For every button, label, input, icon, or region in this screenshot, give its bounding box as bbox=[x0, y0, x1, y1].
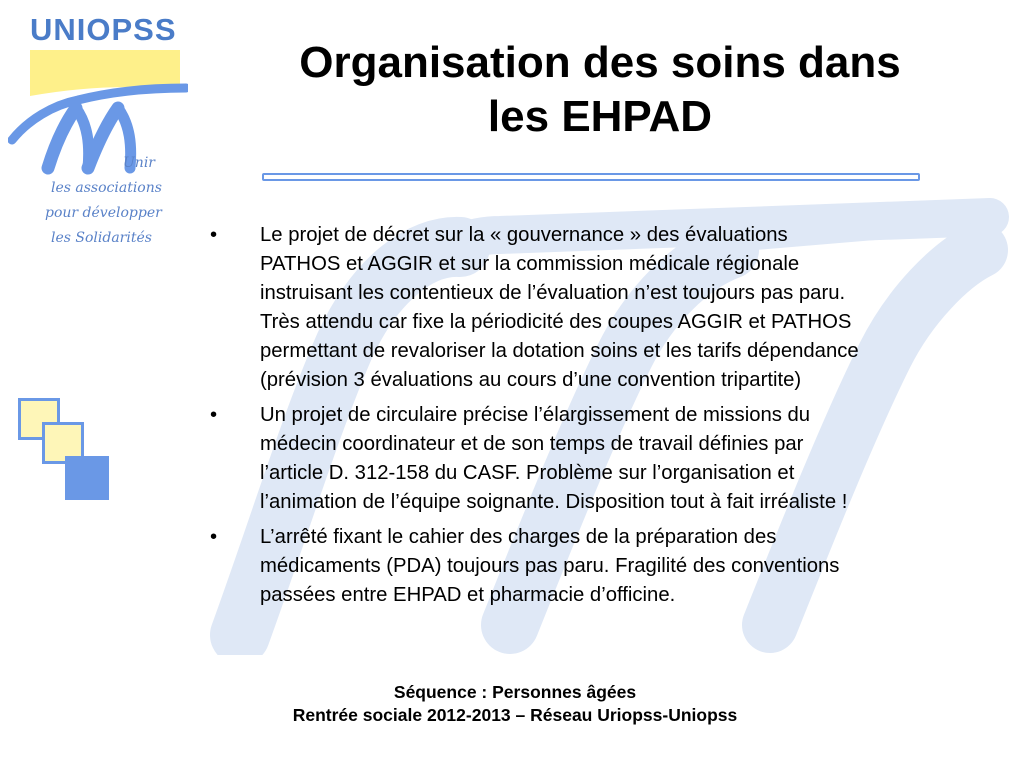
decorative-squares bbox=[18, 398, 110, 502]
bullet-line: passées entre EHPAD et pharmacie d’officine. bbox=[260, 584, 676, 606]
slide-footer bbox=[200, 681, 830, 727]
footer-line: Séquence : Personnes âgées bbox=[393, 682, 637, 702]
footer-line: Rentrée sociale 2012-2013 – Réseau Uriopss-Uniopss bbox=[292, 705, 738, 725]
bullet-line: PATHOS et AGGIR et sur la commission médicale régionale bbox=[260, 253, 800, 275]
square-blue-bottom bbox=[65, 456, 109, 500]
tagline-line: Unir bbox=[123, 155, 155, 171]
bullet-item bbox=[210, 221, 1010, 395]
slide-title-line: Organisation des soins dans bbox=[299, 38, 901, 87]
tagline-line: les associations bbox=[51, 180, 162, 196]
bullet-line: (prévision 3 évaluations au cours d’une convention tripartite) bbox=[260, 369, 802, 391]
bullet-line: l’article D. 312-158 du CASF. Problème sur l’organisation et bbox=[260, 462, 795, 484]
bullet-line: médecin coordinateur et de son temps de travail définies par bbox=[260, 433, 804, 455]
bullet-line: l’animation de l’équipe soignante. Disposition tout à fait irréaliste ! bbox=[260, 491, 848, 513]
logo-tagline bbox=[38, 151, 198, 251]
bullet-line: permettant de revaloriser la dotation soins et les tarifs dépendance bbox=[260, 340, 859, 362]
bullet-dot: • bbox=[210, 526, 218, 548]
title-underline bbox=[262, 173, 920, 181]
bullet-line: médicaments (PDA) toujours pas paru. Fragilité des conventions bbox=[260, 555, 840, 577]
bullet-item bbox=[210, 523, 1010, 610]
bullet-item bbox=[210, 401, 1010, 517]
bullet-line: Très attendu car fixe la périodicité des coupes AGGIR et PATHOS bbox=[260, 311, 852, 333]
slide-title bbox=[210, 36, 990, 144]
bullet-dot: • bbox=[210, 224, 218, 246]
bullet-line: instruisant les contentieux de l’évaluation n’est toujours pas paru. bbox=[260, 282, 846, 304]
bullet-line: Le projet de décret sur la « gouvernance » des évaluations bbox=[260, 224, 788, 246]
bullet-line: L’arrêté fixant le cahier des charges de la préparation des bbox=[260, 526, 777, 548]
tagline-line: les Solidarités bbox=[51, 230, 152, 246]
logo-wordmark: UNIOPSS bbox=[30, 12, 177, 47]
uniopss-logo bbox=[8, 8, 188, 253]
bullet-line: Un projet de circulaire précise l’élargissement de missions du bbox=[260, 404, 811, 426]
bullet-dot: • bbox=[210, 404, 218, 426]
tagline-line: pour développer bbox=[45, 205, 162, 221]
slide-title-line: les EHPAD bbox=[487, 92, 713, 141]
bullet-list bbox=[210, 221, 1010, 610]
